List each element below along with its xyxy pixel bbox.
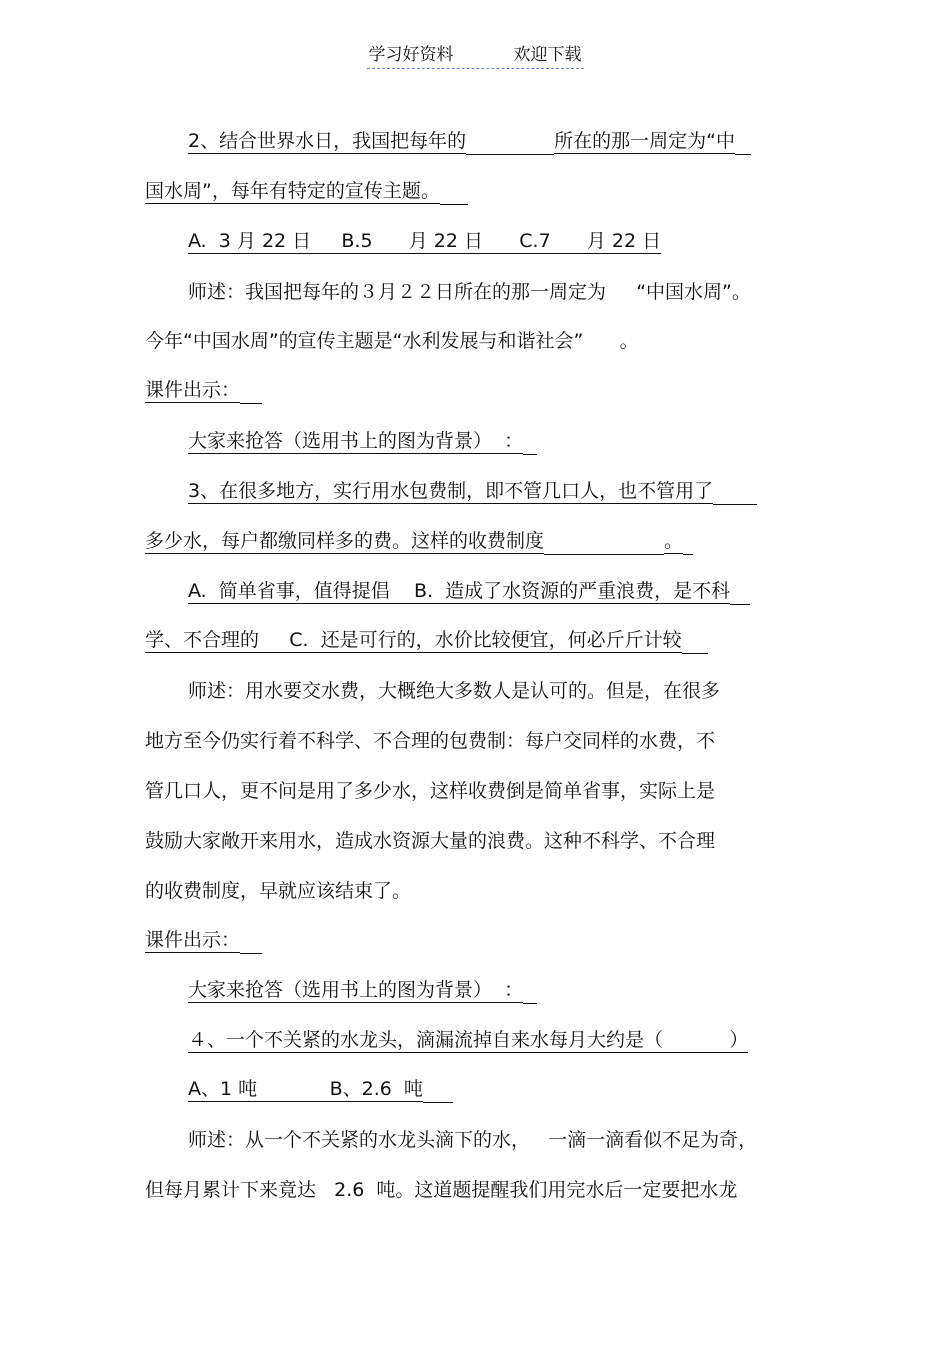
question-2-line-2 — [145, 178, 468, 205]
teacher-note-3-line-1: 师述：从一个不关紧的水龙头滴下的水， 一滴一滴看似不足为奇， — [188, 1129, 758, 1151]
teacher-note-1-line-1: 师述：我国把每年的３月２２日所在的那一周定为 “中国水周”。 — [188, 281, 751, 303]
question-3-line-1: 3、在很多地方，实行用水包费制，即不管几口人，也不管用了 — [188, 478, 757, 505]
teacher-note-2-line-5: 的收费制度，早就应该结束了。 — [145, 880, 412, 902]
header-left-text: 学习好资料 — [368, 45, 454, 65]
question-2-options: A. 3 月 22 日 B.5 月 22 日 C.7 月 22 日 — [188, 230, 662, 252]
courseware-label-2: 课件出示： — [145, 927, 262, 954]
answer-blank — [544, 532, 664, 555]
header-right-text: 欢迎下载 — [513, 45, 582, 65]
teacher-note-1-line-2: 今年“中国水周”的宣传主题是“水利发展与和谐社会” 。 — [145, 330, 639, 352]
teacher-note-2-line-3: 管几口人，更不问是用了多少水，这样收费倒是简单省事，实际上是 — [145, 780, 716, 802]
question-2-text-b: 所在的那一周定为“中 — [554, 130, 735, 152]
answer-blank — [466, 132, 554, 155]
header-banner — [367, 40, 584, 69]
page-header — [0, 40, 950, 69]
question-4-options: A、1 吨 B、2.6 吨 — [188, 1076, 453, 1103]
courseware-label-1: 课件出示： — [145, 377, 262, 404]
question-2-text-a: 2、结合世界水日，我国把每年的 — [188, 130, 467, 152]
teacher-note-2-line-2: 地方至今仍实行着不科学、不合理的包费制：每户交同样的水费，不 — [145, 730, 716, 752]
quiz-prompt-2: 大家来抢答（选用书上的图为背景） ： — [188, 977, 537, 1004]
question-2-text-c: 国水周”，每年有特定的宣传主题。 — [145, 180, 440, 202]
teacher-note-2-line-1: 师述：用水要交水费，大概绝大多数人是认可的。但是，在很多 — [188, 680, 721, 702]
question-3-options-line-2: 学、不合理的 C. 还是可行的，水价比较便宜，何必斤斤计较 — [145, 627, 708, 654]
quiz-prompt-1: 大家来抢答（选用书上的图为背景） ： — [188, 428, 537, 455]
question-4: ４、一个不关紧的水龙头，滴漏流掉自来水每月大约是（ ） — [188, 1029, 749, 1051]
question-3-options-line-1: A. 简单省事，值得提倡 B. 造成了水资源的严重浪费，是不科 — [188, 578, 750, 605]
question-3-line-2: 多少水，每户都缴同样多的费。这样的收费制度 。 — [145, 528, 693, 555]
teacher-note-3-line-2: 但每月累计下来竟达 2.6 吨。这道题提醒我们用完水后一定要把水龙 — [145, 1179, 738, 1201]
teacher-note-2-line-4: 鼓励大家敞开来用水，造成水资源大量的浪费。这种不科学、不合理 — [145, 830, 716, 852]
question-2-line-1 — [188, 128, 751, 155]
